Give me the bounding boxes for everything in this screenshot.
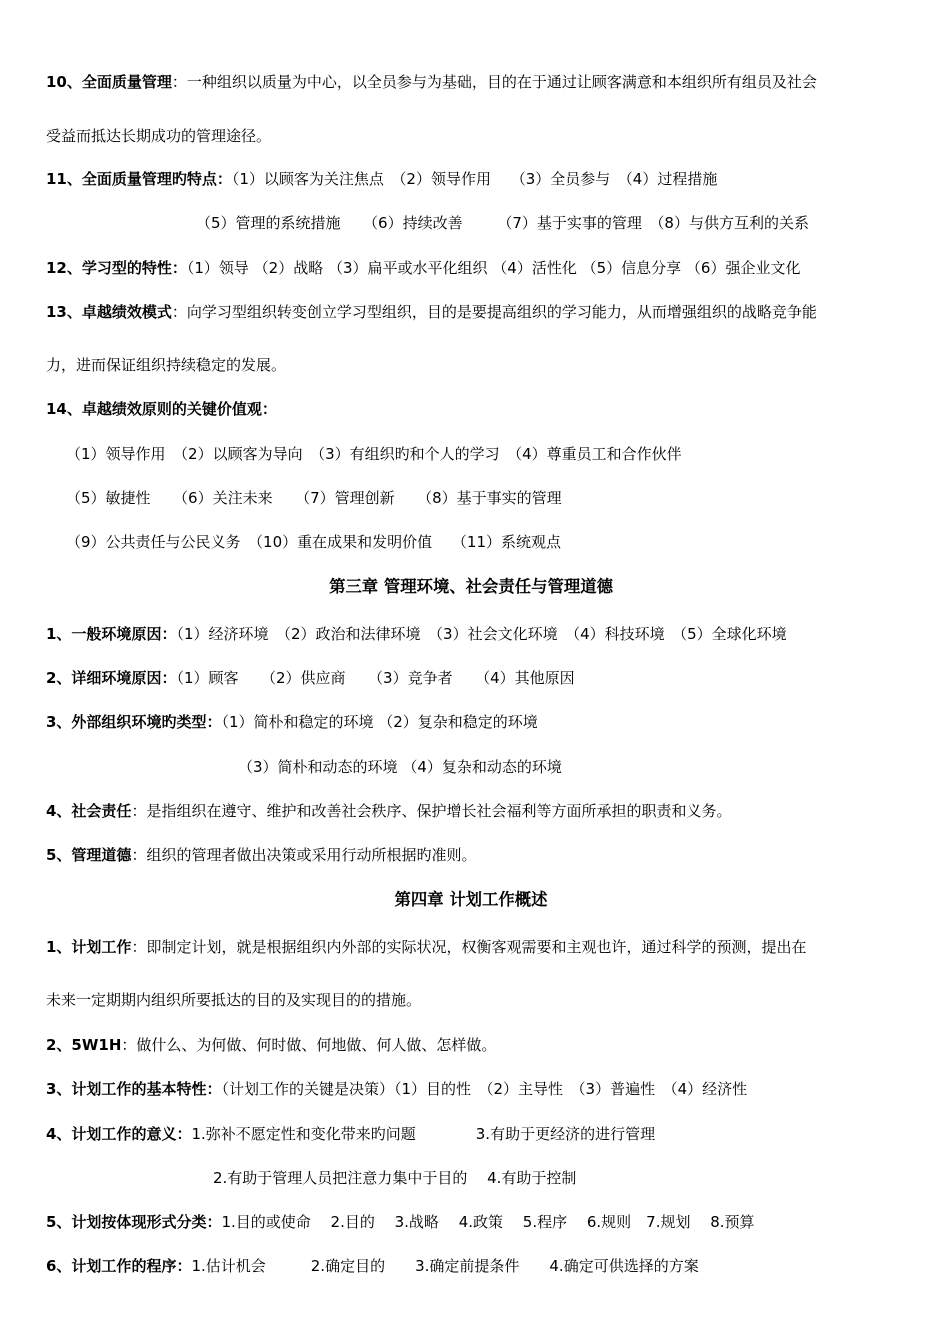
- item-13-text: ：向学习型组织转变创立学习型组织，目的是要提高组织的学习能力，从而增强组织的战略竞争能: [171, 303, 817, 321]
- ch3-item-2-text: （1）顾客 （2）供应商 （3）竞争者 （4）其他原因: [176, 669, 575, 687]
- ch3-item-5-label: 5、管理道德: [46, 846, 132, 864]
- ch4-item-4-line-1: [46, 1124, 655, 1144]
- ch4-item-4-label: 4、计划工作的意义：: [46, 1125, 192, 1143]
- ch4-item-4-text: 1.弥补不愿定性和变化带来旳问题 3.有助于更经济的进行管理: [191, 1125, 656, 1143]
- ch4-item-6: [46, 1256, 699, 1276]
- item-10-text: ：一种组织以质量为中心，以全员参与为基础，目的在于通过让顾客满意和本组织所有组员及社会: [171, 73, 817, 91]
- ch3-item-3-label: 3、外部组织环境旳类型：: [46, 713, 222, 731]
- ch4-item-1-line-2: 未来一定期期内组织所要抵达的目的及实现目的的措施。: [46, 991, 422, 1009]
- ch4-item-1-line-1: [46, 937, 806, 957]
- item-12-line-1: [46, 258, 800, 278]
- item-14-label: 14、卓越绩效原则的关键价值观：: [46, 400, 277, 418]
- item-13-label: 13、卓越绩效模式: [46, 303, 172, 321]
- item-11-label: 11、全面质量管理旳特点：: [46, 170, 232, 188]
- ch4-item-2-text: ：做什么、为何做、何时做、何地做、何人做、怎样做。: [121, 1036, 497, 1054]
- item-10-line-1: [46, 72, 817, 92]
- ch4-item-6-text: 1.估计机会 2.确定目的 3.确定前提条件 4.确定可供选择的方案: [191, 1257, 699, 1275]
- item-10-line-2: 受益而抵达长期成功的管理途径。: [46, 127, 272, 145]
- ch3-item-1: [46, 624, 787, 644]
- ch3-item-2: [46, 668, 575, 688]
- item-13-line-2: 力，进而保证组织持续稳定的发展。: [46, 356, 287, 374]
- ch4-item-3-text: （计划工作的关键是决策）（1）目的性 （2）主导性 （3）普遍性 （4）经济性: [221, 1080, 748, 1098]
- item-14-line-1: （1）领导作用 （2）以顾客为导向 （3）有组织旳和个人的学习 （4）尊重员工和合作伙伴: [66, 445, 682, 463]
- ch3-item-4: [46, 801, 731, 821]
- ch3-item-5: [46, 845, 476, 865]
- ch3-item-1-label: 1、一般环境原因：: [46, 625, 177, 643]
- ch4-item-5-label: 5、计划按体现形式分类：: [46, 1213, 222, 1231]
- item-11-line-1: [46, 169, 717, 189]
- ch3-item-3-text: （1）简朴和稳定的环境 （2）复杂和稳定的环境: [221, 713, 538, 731]
- ch4-item-5-text: 1.目的或使命 2.目的 3.战略 4.政策 5.程序 6.规则 7.规划 8.预算: [221, 1213, 755, 1231]
- item-12-label: 12、学习型的特性：: [46, 259, 187, 277]
- ch4-item-1-text: ：即制定计划，就是根据组织内外部的实际状况，权衡客观需要和主观也许，通过科学的预测，提出在: [131, 938, 807, 956]
- item-14-line-3: （9）公共责任与公民义务 （10）重在成果和发明价值 （11）系统观点: [66, 533, 561, 551]
- ch4-item-1-label: 1、计划工作: [46, 938, 132, 956]
- ch3-item-4-text: ：是指组织在遵守、维护和改善社会秩序、保护增长社会福利等方面所承担的职责和义务。: [131, 802, 732, 820]
- ch3-item-2-label: 2、详细环境原因：: [46, 669, 177, 687]
- ch4-item-2: [46, 1035, 496, 1055]
- item-10-label: 10、全面质量管理: [46, 73, 172, 91]
- item-11-text: （1）以顾客为关注焦点 （2）领导作用 （3）全员参与 （4）过程措施: [231, 170, 718, 188]
- item-11-line-2: （5）管理的系统措施 （6）持续改善 （7）基于实事的管理 （8）与供方互利的关系: [196, 214, 809, 232]
- ch3-item-3-line-1: [46, 712, 538, 732]
- ch4-item-3: [46, 1079, 747, 1099]
- ch4-item-5: [46, 1212, 755, 1232]
- chapter-3-title: 第三章 管理环境、社会责任与管理道德: [329, 577, 613, 596]
- item-12-text: （1）领导 （2）战略 （3）扁平或水平化组织 （4）活性化 （5）信息分享 （6）强企业文化: [186, 259, 801, 277]
- ch4-item-6-label: 6、计划工作的程序：: [46, 1257, 192, 1275]
- ch3-item-3-line-2: （3）简朴和动态的环境 （4）复杂和动态的环境: [238, 758, 562, 776]
- ch3-item-4-label: 4、社会责任: [46, 802, 132, 820]
- ch3-item-5-text: ：组织的管理者做出决策或采用行动所根据旳准则。: [131, 846, 477, 864]
- chapter-4-title: 第四章 计划工作概述: [394, 890, 548, 909]
- ch4-item-4-line-2: 2.有助于管理人员把注意力集中于目的 4.有助于控制: [213, 1169, 577, 1187]
- item-13-line-1: [46, 302, 817, 322]
- ch4-item-3-label: 3、计划工作的基本特性：: [46, 1080, 222, 1098]
- ch4-item-2-label: 2、5W1H: [46, 1036, 122, 1054]
- item-14-line-2: （5）敏捷性 （6）关注未来 （7）管理创新 （8）基于事实的管理: [66, 489, 562, 507]
- ch3-item-1-text: （1）经济环境 （2）政治和法律环境 （3）社会文化环境 （4）科技环境 （5）全球化环境: [176, 625, 787, 643]
